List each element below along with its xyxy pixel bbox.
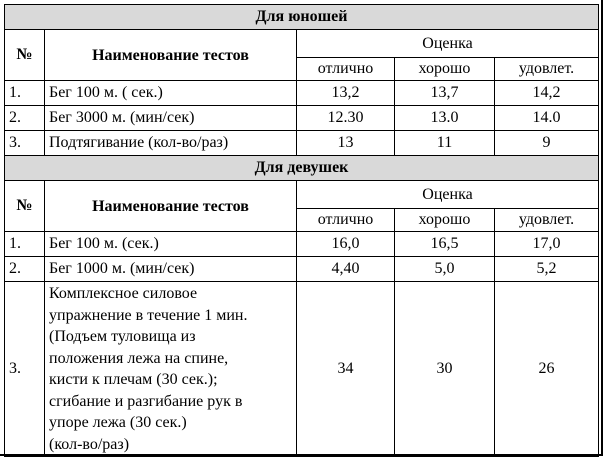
row-number: 2. bbox=[5, 106, 45, 131]
grade-header-excellent: отлично bbox=[297, 58, 395, 81]
grade-header-good: хорошо bbox=[395, 209, 495, 232]
value-good: 13.0 bbox=[395, 106, 495, 131]
value-good: 30 bbox=[395, 282, 495, 457]
row-number: 3. bbox=[5, 131, 45, 156]
value-satisfactory: 17,0 bbox=[495, 232, 599, 257]
value-excellent: 12.30 bbox=[297, 106, 395, 131]
value-excellent: 13 bbox=[297, 131, 395, 156]
table-row bbox=[5, 106, 599, 131]
test-name bbox=[45, 282, 297, 457]
test-name-line: сгибание и разгибание рук в bbox=[49, 392, 243, 410]
value-good: 11 bbox=[395, 131, 495, 156]
test-name: Бег 100 м. (сек.) bbox=[45, 232, 297, 257]
number-column-header: № bbox=[5, 30, 45, 81]
row-number: 3. bbox=[5, 282, 45, 457]
test-name-line: положения лежа на спине, bbox=[49, 349, 229, 367]
value-satisfactory: 26 bbox=[495, 282, 599, 457]
grade-header-excellent: отлично bbox=[297, 209, 395, 232]
table-row bbox=[5, 257, 599, 282]
table-row bbox=[5, 131, 599, 156]
value-excellent: 13,2 bbox=[297, 81, 395, 106]
test-name-line: (Подъем туловища из bbox=[49, 328, 196, 345]
test-name: Бег 100 м. ( сек.) bbox=[45, 81, 297, 106]
row-number: 1. bbox=[5, 81, 45, 106]
table-row bbox=[5, 232, 599, 257]
table-row bbox=[5, 282, 599, 457]
value-satisfactory: 14,2 bbox=[495, 81, 599, 106]
value-good: 5,0 bbox=[395, 257, 495, 282]
value-excellent: 16,0 bbox=[297, 232, 395, 257]
test-name: Бег 3000 м. (мин/сек) bbox=[45, 106, 297, 131]
table-row bbox=[5, 81, 599, 106]
test-name-column-header: Наименование тестов bbox=[45, 30, 297, 81]
test-name-line: упражнение в течение 1 мин. bbox=[49, 306, 248, 324]
value-good: 16,5 bbox=[395, 232, 495, 257]
value-satisfactory: 9 bbox=[495, 131, 599, 156]
test-name: Подтягивание (кол-во/раз) bbox=[45, 131, 297, 156]
row-number: 2. bbox=[5, 257, 45, 282]
test-name-line: кисти к плечам (30 сек.); bbox=[49, 371, 218, 388]
number-column-header: № bbox=[5, 181, 45, 232]
section-title-boys: Для юношей bbox=[5, 5, 599, 30]
test-name-column-header: Наименование тестов bbox=[45, 181, 297, 232]
row-number: 1. bbox=[5, 232, 45, 257]
test-name-line: упоре лежа (30 сек.) bbox=[49, 414, 187, 431]
section-title-girls: Для девушек bbox=[5, 156, 599, 181]
grade-header-satisfactory: удовлет. bbox=[495, 209, 599, 232]
grade-header-good: хорошо bbox=[395, 58, 495, 81]
grade-header-satisfactory: удовлет. bbox=[495, 58, 599, 81]
standards-table bbox=[4, 4, 599, 457]
test-name: Бег 1000 м. (мин/сек) bbox=[45, 257, 297, 282]
value-excellent: 34 bbox=[297, 282, 395, 457]
grade-group-header: Оценка bbox=[297, 181, 599, 209]
value-satisfactory: 5,2 bbox=[495, 257, 599, 282]
value-good: 13,7 bbox=[395, 81, 495, 106]
value-satisfactory: 14.0 bbox=[495, 106, 599, 131]
value-excellent: 4,40 bbox=[297, 257, 395, 282]
test-name-line: Комплексное силовое bbox=[49, 285, 198, 302]
grade-group-header: Оценка bbox=[297, 30, 599, 58]
test-name-line: (кол-во/раз) bbox=[49, 435, 130, 453]
